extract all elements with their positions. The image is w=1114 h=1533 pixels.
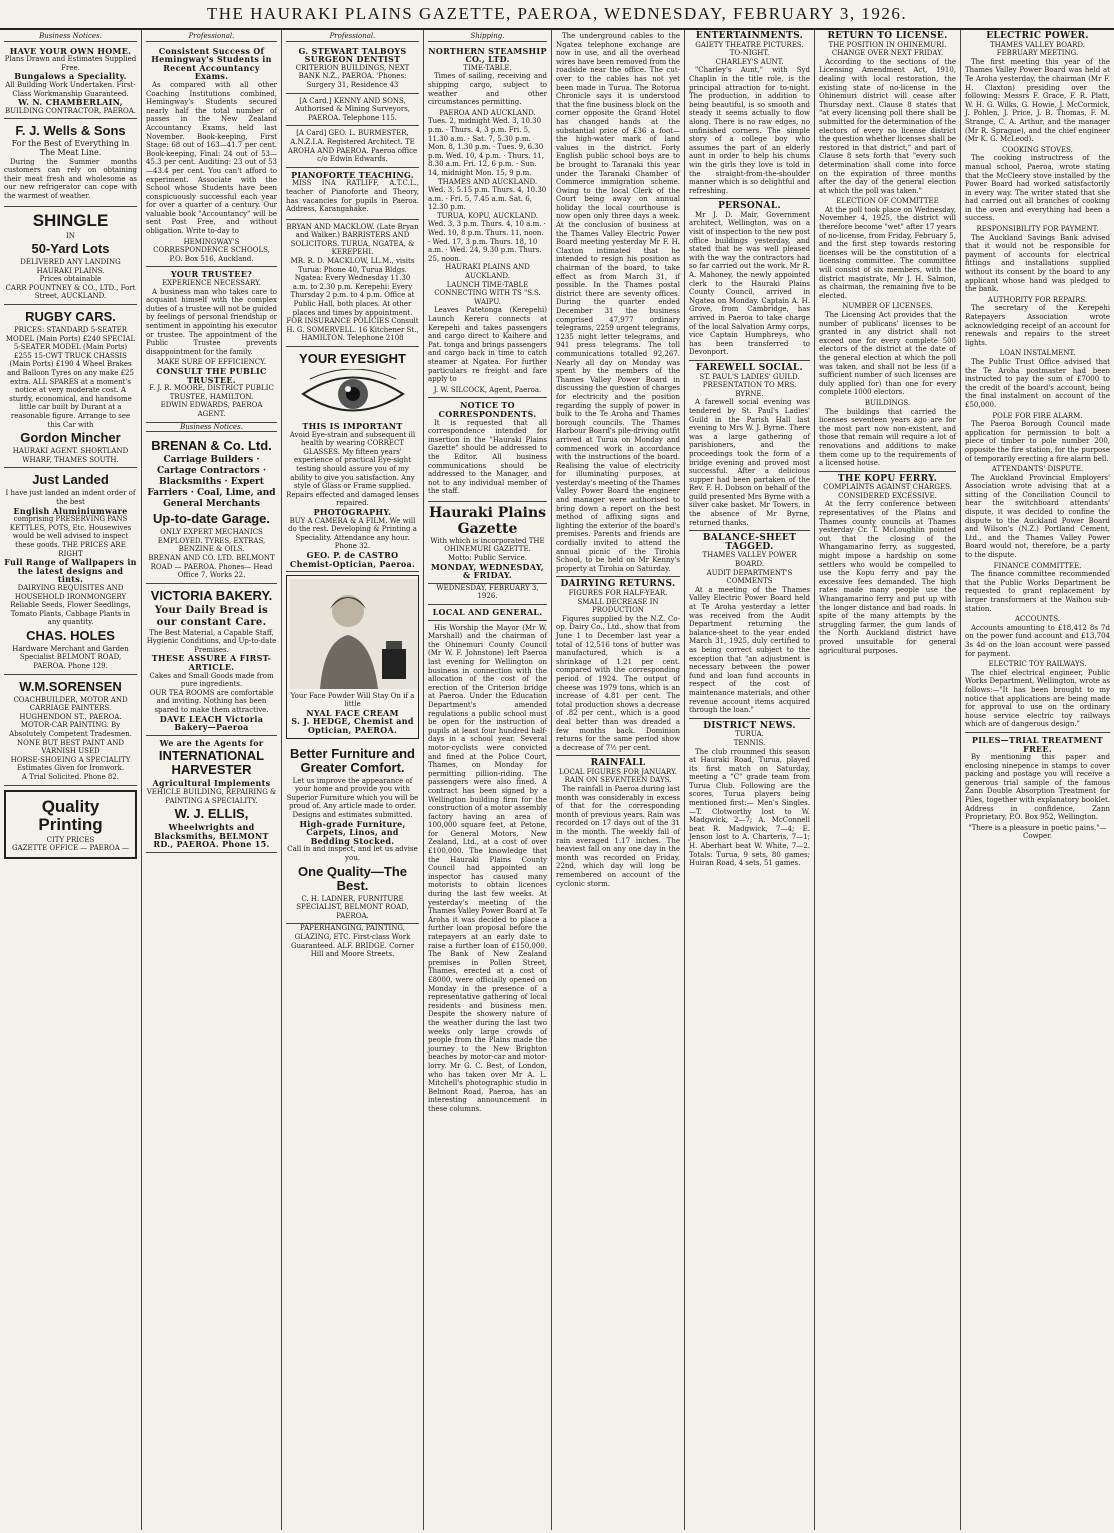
- article-headline: RETURN TO LICENSE.: [827, 31, 948, 41]
- article-body: By mentioning this paper and enclosing ninepence in stamps to cover packing and postage you will receive a generous trial sample of the famous Zann Double Absorption Treatment for Piles, together with explanatory booklet. Address in confidence, Zann Proprietary, P.O. Box 952, Wellington.: [965, 753, 1110, 822]
- ad-text: GAZETTE OFFICE — PAEROA —: [11, 844, 130, 853]
- issue-date: WEDNESDAY, FEBRUARY 3, 1926.: [436, 583, 539, 601]
- notice-to-correspondents: [428, 398, 547, 502]
- ad-headline: INTERNATIONAL HARVESTER: [158, 748, 265, 778]
- ad-text: Avoid Eye-strain and subsequent ill health by wearing CORRECT GLASSES. My fifteen years' experience of practical Eye-sight testing should assure you of my ability to give you satisfaction. Any style of Glass or Frame supplied. Repairs effected and damaged lenses repaired.: [286, 430, 419, 508]
- ad-text: Call in and inspect, and let us advise you.: [287, 845, 418, 862]
- ad-name: DAVE LEACH Victoria Bakery—Paeroa: [159, 713, 264, 733]
- route-times: Wed. 3, 3 p.m. Thurs. 4, 10 a.m. · Wed. 10, 8 p.m. Thurs. 11, noon. · Wed. 17, 3 p.m. Thurs. 18, 10 a.m. · Wed. 24, 9.30 p.m. Thurs. 25, noon.: [428, 220, 546, 263]
- ad-headline: NOTICE TO CORRESPONDENTS.: [438, 400, 537, 419]
- divider: [965, 732, 1110, 733]
- article-subhead: POLE FOR FIRE ALARM.: [992, 411, 1083, 420]
- article-subhead: COMPLAINTS AGAINST CHARGES.: [823, 483, 952, 492]
- quote: "There is a pleasure in poetic pains."—Cowper.: [968, 823, 1107, 841]
- ad-burmester: [A Card] GEO. L. BURMESTER, A.N.Z.I.A. Registered Architect. TE AROHA AND PAEROA. Paeroa office c/o Edwin Edwards.: [286, 126, 419, 167]
- nameplate-title: Hauraki Plains Gazette: [428, 504, 547, 537]
- ad-headline: Full Range of Wallpapers in the latest designs and tints.: [4, 557, 137, 585]
- nameplate-text: MONDAY, WEDNESDAY, & FRIDAY.: [431, 561, 544, 581]
- article-subhead: ELECTION OF COMMITTEE: [836, 197, 939, 206]
- article-headline: DAIRYING RETURNS.: [560, 579, 676, 590]
- ad-text: CITY PRICES: [46, 835, 95, 844]
- column-2: [142, 30, 282, 1530]
- ad-text: We are the Agents for: [159, 737, 264, 748]
- divider: [689, 198, 810, 199]
- article-body: "Charley's Aunt," with Syd Chaplin in the title role, is the principal attraction for to-night. The production, in addition to being beautiful, is so smooth and steady it seems actually to flow along. There is no raw edges, no unfinished corners. The simple story of a college boy who assumes the part of an elderly aunt in order to help his chums win the girls they love is told in the straight-from-the-shoulder manner which is so delightful and refreshing.: [689, 66, 810, 195]
- ad-text: Prices obtainable: [39, 275, 102, 284]
- ad-text: BUY A CAMERA & A FILM. We will do the rest. Developing & Printing a Speciality. Attendance any hour. Phone 32.: [288, 516, 417, 551]
- woman-illustration: [290, 579, 418, 689]
- ad-text: BRENAN AND CO. LTD. BELMONT ROAD — PAEROA. Phones— Head Office 7, Works 22.: [148, 553, 275, 580]
- article-body: The buildings that carried the licenses seventeen years ago are for the most part now non-existent, and those that remain will require a lot of renovations and additions to make them come up to the requirements of a licensed house.: [819, 407, 956, 468]
- ad-sorensen: [4, 675, 137, 786]
- article-subhead: COOKING STOVES.: [1002, 145, 1073, 154]
- article-subhead: TENNIS.: [733, 738, 766, 747]
- ad-headline: PIANOFORTE TEACHING.: [291, 169, 414, 180]
- nameplate-text: Motto: Public Service.: [448, 554, 527, 563]
- eye-illustration: [298, 369, 408, 419]
- ad-text: During the Summer months customers can rely on obtaining their meat fresh and wholesome as our new refrigerator can cope with the warmest of weather.: [4, 157, 137, 200]
- ad-text: NONE BUT BEST PAINT AND VARNISH USED: [17, 738, 124, 756]
- article-subhead: TO-NIGHT.: [729, 49, 770, 58]
- section-label: Professional.: [286, 32, 419, 42]
- ad-harvester: [146, 736, 277, 853]
- divider: [556, 755, 680, 756]
- divider: [689, 360, 810, 361]
- article-subhead: AUTHORITY FOR REPAIRS.: [987, 295, 1088, 304]
- ad-text: I have just landed an indent order of the best: [5, 489, 136, 506]
- article-subhead: LOAN INSTALMENT.: [999, 349, 1076, 358]
- ad-headline: English Aluminiumware: [13, 505, 128, 516]
- column-8: [961, 30, 1114, 1530]
- article-subhead: GAIETY THEATRE PICTURES.: [695, 40, 804, 49]
- ad-bridge-painting: PAPERHANGING, PAINTING, GLAZING, ETC. First-class Work Guaranteed. ALF. BRIDGE. Corner Hill and Moore Streets.: [290, 924, 415, 959]
- route-heading: LAUNCH TIME-TABLE CONNECTING WITH TS "S.S. WAIPU.: [434, 280, 541, 306]
- ad-text: Agricultural Implements: [152, 778, 271, 789]
- article-body: The Auckland Provincial Employers' Association wrote advising that at a sitting of the Conciliation Council to hear the switchboard attendants' dispute, it was decided to confine the dispute to the Auckland Power Board and Wilson's (N.Z.) Portland Cement, Ltd., and the Thames Valley Power Board would not, therefore, be a party to the dispute.: [965, 473, 1110, 560]
- article-headline: BALANCE-SHEET TAGGED.: [702, 533, 797, 552]
- route-times: Tues. 2, midnight Wed. 3, 10.30 p.m. · Thurs. 4, 3 p.m. Fri. 5, 11.30 a.m. · Sat. 7, 5.30 p.m. Mon. 8, 1.30 p.m. · Tues. 9, 6.30 p.m. Wed. 10, 4 p.m. · Thurs. 11, 8.30 a.m. Fri. 12, 6 p.m. · Sun. 14, midnight Mon. 15, 9 p.m.: [428, 117, 544, 177]
- article-subhead: THAMES VALLEY BOARD.: [990, 40, 1085, 49]
- ad-text: Times of sailing, receiving and shipping cargo, subject to weather and other circumstances permitting.: [428, 72, 547, 107]
- ad-text: As compared with all other Coaching Institutions combined, Hemingway's Students secured nearly half the total number of passes in the New Zealand Accountancy Exams, held last November. Book-keeping, First Stage: 68 out of 163—41.7 per cent. Book-keeping, Final: 24 out of 53—45.3 per cent. Auditing: 23 out of 53—43.4 per cent. You can't afford to experiment. Associate with the School whose Students have been conspicuously successful each year for over a quarter of a century. Our valuable book "Accountancy" will be sent Post Free, and without obligation. Write to-day to: [146, 80, 277, 236]
- ad-text: The Best Material, a Capable Staff, Hygienic Conditions, and Up-to-date Premises.: [146, 628, 277, 654]
- ad-kenny: [A Card.] KENNY AND SONS, Authorised & Mining Surveyors, PAEROA. Telephone 115.: [286, 94, 419, 127]
- ad-name: W.M.SORENSEN: [19, 678, 122, 694]
- article-body: The Auckland Savings Bank advised that it would not be responsible for payment of accounts for electrical fittings and installations supplied without its consent by the board to any applicant whose hand was pledged to the bank.: [965, 233, 1110, 294]
- ad-eyesight: [286, 347, 419, 572]
- article-subhead: THE POSITION IN OHINEMURI.: [828, 40, 947, 49]
- article-body: The Licensing Act provides that the number of publicans' licenses to be granted in any district shall not exceed one for every complete 500 electors of the district at the date of the general election at which the poll was taken, and shall not be less (if a sufficient number of such licenses are duly applied for) than one for every complete 1000 electors.: [819, 311, 956, 397]
- ad-headline: Bungalows a Speciality.: [14, 71, 127, 82]
- article-subhead: FINANCE COMMITTEE.: [993, 561, 1082, 570]
- divider: [428, 620, 547, 621]
- column-6: [685, 30, 815, 1530]
- article-headline: THE KOPU FERRY.: [837, 473, 938, 484]
- article-body: His Worship the Mayor (Mr W. Marshall) and the chairman of the Ohinemuri County Council (Mr W. F. Johnstone) left Paeroa last evening for Wellington on business in connection with the allocation of the cost of the erection of the Criterion bridge at Paeroa. Under the Education Department's amended regulations a public school must be open for the instruction of pupils at least four hundred half-days in a school year. Several motor-cyclists were convicted and fined at the Police Court, Thames, on Monday for permitting pillion-riding. The passengers were also fined. A contract has been signed by a Wellington building firm for the construction of a motor assembly factory having an area of 100,000 square feet, at Petone, for General Motors, New Zealand, Ltd., at a cost of over £100,000. The knowledge that the Hauraki Plains County Council had appointed an inspector has caused many motorists to obtain licences during the last few weeks. At yesterday's meeting of the Thames Valley Power Board at Te Aroha it was decided to place a further loan proposal before the ratepayers at an early date to raise a further loan of £150,000. The Bank of New Zealand premises in Pollen Street, Thames, erected at a cost of £8000, were officially opened on Monday in the presence of a representative gathering of local residents and business men. Despite the showery nature of the weather during the last two weeks only large crowds of people from the Plains made the journey to the New Brighton beaches by motor-car and motor-lorry. Mr G. C. Best, of London, who has taken over Mr A. L. Mitchell's photographic studio in Belmont Road, Paeroa, has an interesting announcement in these columns.: [428, 623, 547, 1113]
- ad-text: Estimates Given for Ironwork.: [16, 764, 125, 773]
- article-body: At a meeting of the Thames Valley Electric Power Board held at Te Aroha yesterday a letter was received from the Audit Department returning the balance-sheet to the year ended March 31, 1925, duly certified to as being correct subject to the exception that "an adjustment is necessary between the power fund and loan fund accounts in respect of the cost of maintenance materials, and other revenue account items acquired through the loan.": [689, 585, 810, 715]
- divider: [819, 471, 956, 472]
- ad-public-trustee: [146, 267, 277, 422]
- ad-text: Cakes and Small Goods made from pure ingredients.: [149, 671, 274, 689]
- article-headline: DISTRICT NEWS.: [703, 720, 796, 731]
- article-body: The Paeroa Borough Council made application for permission to bolt a piece of timber to pole number 200, opposite the fire station, for the purpose of temporarily erecting a fire alarm bell.: [965, 420, 1110, 463]
- ad-text: MISS INA RATLIFF, A.T.C.L., teacher of Pianoforte and Theory, has vacancies for pupils in Paeroa. Address, Karangahake.: [286, 179, 419, 214]
- ad-nyal-face-cream: [286, 575, 419, 739]
- article-body: The Public Trust Office advised that the Te Aroha postmaster had been instructed to pay the sum of £7000 to the credit of the board's account, being the final instalment on account of the £50,000.: [965, 357, 1110, 409]
- section-label: Business Notices.: [4, 32, 137, 42]
- ad-name: W. J. ELLIS,: [174, 806, 249, 822]
- article-headline: LOCAL AND GENERAL.: [432, 607, 543, 618]
- ad-text: A Trial Solicited. Phone 82.: [21, 773, 120, 781]
- article-body: The underground cables to the Ngatea telephone exchange are now in use, and all the overhead wires have been removed from the roadside near the office. The cut-over to the cables has not yet been made in Turua. The Rotorua Chronicle says it is understood that the fine business block on the corner opposite the Grand Hotel has changed hands at the substantial price of £36 a foot—the high-water mark of land values in the district. Forty English public school boys are to be brought to Taranaki this year under the Taranaki Chamber of Commerce immigration scheme. Owing to the local Clerk of the Court being away on annual holiday the local courthouse is now open only three days a week. At the conclusion of business at the Thames Valley Electric Power Board meeting yesterday Mr F. H. Claxton intimated that he intended to resign his position as chairman of the board, to take effect as from March 31, if possible. In the Thames postal district there are seventy offices. During the quarter ended December 31 the business comprised 47,977 ordinary telegrams, 2259 urgent telegrams, 1235 night letter telegrams, and 941 press telegrams. The toll communications totalled 92,267. Nearly all day on Monday was spent by the members of the Thames Valley Power Board in discussing the question of charges for electricity and the position regarding the supply of power in bulk to the Te Aroha and Thames borough councils. The Thames Harbour Board's pile-driving outfit arrived at Turua on Monday and commenced work in accordance with the instructions of the board. Realising the value of electricity for illuminating purposes, at yesterday's meeting of the Thames Valley Power Board the engineer and manager were authorised to bring down a report on the best method of affixing signs and lighting the exterior of the board's premises. Parents and friends are cordially invited to attend the annual picnic of the Tirohia School, to be held on Mr Kenny's property at Tirohia on Saturday.: [556, 32, 680, 573]
- article-body: The club rrounmed this season at Hauraki Road, Turua, played its first match on Saturday, meeting a "C" grade team from Turua Club. Following are the scores, Turua players being mentioned first:— Men's Singles.—T. Clotworthy lost to W. Madgwick, 2—7; A. McConnell beat R. Madgwick, 7—4; E. Jenson lost to A. Charteris, 7—1; H. Aberhart beat W. White, 7—2. Totals: Turua, 9 sets, 80 games; Huiran Road, 4 sets, 51 games.: [689, 747, 810, 868]
- ad-name: W. N. CHAMBERLAIN,: [18, 97, 123, 108]
- ad-text: ONLY EXPERT MECHANICS EMPLOYED. TYRES, EXTRAS, BENZINE & OILS.: [157, 528, 266, 554]
- article-body: According to the sections of the Licensing Amendment Act, 1910, dealing with local restoration, the existing state of no-license in the Ohinemuri district will cease after Thursday next. Clause 8 states that "at every licensing poll there shall be submitted for the determination of the electors of every no license district the question whether licenses shall be restored in that district," and part of Clause 8 sets forth that "every such determination shall come into force on the expiration of three months after the day of the general election at which the poll was taken.": [819, 57, 956, 195]
- ad-name: VICTORIA BAKERY.: [150, 587, 273, 603]
- ad-text: MR. R. D. MACKLOW, LL.M., visits Turua: Phone 40, Turua Bldgs. Ngatea: Every Wednesday 11.30 a.m. to 2.30 p.m. Kerepehi: Every Thursday 2 p.m. to 4 p.m. Office at Public Hall, both places. At other places and times by appointment.: [290, 257, 415, 317]
- article-headline: ENTERTAINMENTS.: [695, 31, 804, 41]
- ad-text: HORSE-SHOEING A SPECIALITY: [10, 755, 131, 764]
- divider: [689, 718, 810, 719]
- ad-text: A business man who takes care to acquaint himself with the complex duties of a trustee will not be guided by feelings of personal friendship or sentiment in appointing his executor or trustee. The appointment of the Public Trustee prevents disappointment for the family.: [146, 287, 277, 356]
- article-body: The secretary of the Kerepehi Ratepayers Association wrote acknowledging receipt of an account for renewals and repairs to the street lights.: [965, 304, 1110, 347]
- ad-text: HEMINGWAY'S CORRESPONDENCE SCHOOLS, P.O. Box 516, Auckland.: [153, 237, 270, 263]
- route-heading: THAMES AND AUCKLAND.: [437, 177, 538, 186]
- ad-text: MOTOR-CAR PAINTING. By Absolutely Competent Tradesmen.: [9, 721, 132, 739]
- ad-text: Plans Drawn and Estimates Supplied Free.: [4, 55, 137, 72]
- ad-headline: YOUR TRUSTEE?: [170, 269, 253, 280]
- section-label: Professional.: [146, 32, 277, 42]
- gazette-nameplate: [428, 502, 547, 584]
- route-times: Wed. 3, 5.15 p.m. Thurs. 4, 10.30 a.m. · Fri. 5, 7.45 a.m. Sat. 6, 12.30 p.m.: [428, 186, 547, 212]
- article-subhead: FEBRUARY MEETING.: [996, 49, 1079, 58]
- ad-headline: One Quality—The Best.: [297, 863, 408, 893]
- article-subhead: ATTENDANTS' DISPUTE.: [991, 465, 1084, 474]
- ad-text: It is requested that all correspondence intended for insertion in the "Hauraki Plains Gazette" should be addressed to the Editor. All business communications should be addressed to the Manager, and not to any individual member of the staff.: [428, 418, 547, 496]
- ad-brenan: [146, 434, 277, 584]
- ad-text: Leaves Patetonga (Kerepehi) Launch Kereru connects at Kerepehi and takes passengers and cargo direct to Kaihere and Pat. tonga and brings passengers and cargo back in time to catch steamer at Ngatea. For further particulars re freight and fare apply to: [428, 306, 547, 384]
- column-5: [552, 30, 685, 1530]
- divider: [556, 576, 680, 577]
- ad-shingle: [4, 207, 137, 306]
- masthead: THE HAURAKI PLAINS GAZETTE, PAEROA, WEDNESDAY, FEBRUARY 3, 1926.: [0, 0, 1114, 30]
- ad-headline: High-grade Furniture, Carpets, Linos, and Bedding Stocked.: [299, 818, 406, 846]
- column-4: [424, 30, 552, 1530]
- ad-text: Hardware Merchant and Garden Specialist BELMONT ROAD, PAEROA. Phone 129.: [12, 644, 129, 671]
- route-heading: TURUA, KOPU, AUCKLAND.: [436, 211, 539, 220]
- article-subhead: AUDIT DEPARTMENT'S COMMENTS: [706, 568, 793, 586]
- ad-text: CARR POUNTNEY & CO., LTD., Fort Street, AUCKLAND.: [5, 283, 136, 301]
- ad-text: DELIVERED ANY LANDING HAURAKI PLAINS.: [20, 258, 121, 275]
- article-body: Mr J. D. Mair, Government architect, Wellington, was on a visit of inspection to the new post office buildings yesterday, and stated that he was well pleased with the way the contractors had so far carried out the work. Mr R. A. Mahoney, the newly appointed clerk to the Hauraki Plains County Council, arrived in Ngatea on Monday. Captain A. H. Grove, from Cambridge, has arrived in Paeroa to take charge of the local Salvation Army corps, vice Captain Humphreys, who has been transferred to Devonport.: [689, 210, 810, 357]
- ad-headline: THIS IS IMPORTANT: [302, 421, 403, 431]
- section-label: Shipping.: [428, 32, 547, 42]
- ad-name: Gordon Mincher: [20, 430, 121, 446]
- ad-name: CHAS. HOLES: [26, 627, 115, 643]
- divider: [428, 604, 547, 605]
- article-body: The cooking instructress of the manual school, Paeroa, wrote stating that the McCleery stove installed by the Power Board had worked satisfactorily in every way. The writer stated that she had carried out all branches of cooking in the oven and everything had been a success.: [965, 154, 1110, 223]
- article-subhead: ELECTRIC TOY RAILWAYS.: [988, 660, 1087, 669]
- article-subhead: PRESENTATION TO MRS. BYRNE.: [702, 381, 797, 398]
- column-7: [815, 30, 961, 1530]
- ad-headline: Quality Printing: [38, 796, 103, 834]
- ad-text: VEHICLE BUILDING, REPAIRING & PAINTING A SPECIALITY.: [146, 788, 277, 805]
- ad-name: BRENAN & Co. Ltd.: [151, 438, 272, 454]
- ad-text: Let us improve the appearance of your home and provide you with Superior Furniture which you will be proud of. Any article made to order. Designs and estimates submitted.: [286, 776, 419, 820]
- article-body: At the poll took place on Wednesday, November 4, 1925, the district will therefore become "wet" after 17 years of no-license, from Friday, February 5, and the first step towards restoring licenses will be the constitution of a licensing committee. The committee will consist of six members, with the district magistrate, Mr J. H. Salmon, as chairman, the remaining five to be elected.: [819, 205, 956, 300]
- ad-text: TIME-TABLE.: [463, 63, 512, 72]
- ad-headline: Up-to-date Garage.: [152, 511, 270, 527]
- article-subhead: ST. PAUL'S LADIES' GUILD.: [699, 372, 800, 381]
- ad-text: BRYAN AND MACKLOW. (Late Bryan and Walker.) BARRISTERS AND SOLICITORS. TURUA, NGATEA, & KEREPEHI.: [286, 222, 419, 257]
- ad-text: F. J. R. MOORE, DISTRICT PUBLIC TRUSTEE, HAMILTON.: [149, 384, 274, 401]
- ad-victoria-bakery: [146, 584, 277, 736]
- ad-headline: RUGBY CARS.: [25, 309, 116, 325]
- article-subhead: BUILDINGS.: [864, 398, 911, 407]
- ad-text: MAKE SURE OF EFFICIENCY.: [156, 358, 267, 367]
- page-columns: [0, 30, 1114, 1530]
- ad-text: CRITERION BUILDINGS, NEXT BANK N.Z., PAEROA. 'Phones: Surgery 31, Residence 43: [295, 63, 410, 89]
- ad-headline: PHOTOGRAPHY.: [313, 506, 392, 517]
- article-body: Accounts amounting to £18,412 8s 7d on the power fund account and £13,704 3s 4d on the loan account were passed for payment.: [965, 623, 1110, 658]
- ad-name: F. J. Wells & Sons: [15, 123, 126, 139]
- ad-talboys: [286, 44, 419, 94]
- ad-text: All Building Work Undertaken. First-Class Workmanship Guaranteed.: [5, 80, 136, 98]
- ad-name: J. W. SILCOCK, Agent, Paeroa.: [433, 385, 542, 394]
- article-body: The rainfall in Paeroa during last month was considerably in excess of that for the corresponding month of previous years. Rain was recorded on 17 days out of the 31 in the month. The weekly fall of rain averaged 1.17 inches. The heaviest fall on any one day in the month was recorded on Friday, 22nd, which day will long be remembered on account of the cyclonic storm.: [556, 785, 680, 888]
- ad-headline: NYAL FACE CREAM: [306, 707, 399, 718]
- article-subhead: TURUA.: [735, 730, 764, 739]
- shipping-timetable: [428, 44, 547, 399]
- article-subhead: NUMBER OF LICENSES.: [842, 302, 933, 311]
- ad-headline: CONSULT THE PUBLIC TRUSTEE.: [156, 365, 267, 385]
- ad-headline: Better Furniture and Greater Comfort.: [290, 745, 415, 775]
- ad-text: IN: [66, 231, 75, 240]
- article-subhead: CHANGE OVER NEXT FRIDAY.: [831, 49, 944, 58]
- ad-text: comprising PRESERVING PANS KETTLES, POTS, Etc. Housewives would be well advised to inspect these goods. THE PRICES ARE RIGHT: [9, 515, 132, 558]
- route-heading: PAEROA AND AUCKLAND.: [439, 108, 536, 117]
- ad-ladner-furniture: [286, 742, 419, 925]
- article-headline: PERSONAL.: [718, 201, 781, 212]
- article-subhead: THAMES VALLEY POWER BOARD.: [702, 551, 797, 569]
- article-headline: RAINFALL: [590, 758, 646, 769]
- article-headline: ELECTRIC POWER.: [986, 31, 1089, 41]
- article-body: A farewell social evening was tendered by St. Paul's Ladies' Guild in the Parish Hall last evening to Mrs W. J. Byrne. There was a large gathering of parishioners, and the proceedings took the form of a bridge evening and proved most successful. After a delicious supper had been partaken of the Rev. F. H. Dobson on behalf of the guild presented Mrs Byrne with a silver cake basket. Mr Towers, in the absence of Mr Byrne, returned thanks.: [689, 398, 810, 527]
- column-1: [0, 30, 142, 1530]
- ad-text: For the Best of Everything in The Meat Line.: [11, 139, 130, 157]
- article-body: Figures supplied by the N.Z. Co-op. Dairy Co., Ltd., show that from June 1 to December last year a total of 12,516 tons of butter was manufactured, which is a shrinkage of 1.21 per cent. compared with the corresponding period of 1924. The output of cheese was 1979 tons, which is an increase of 4.81 per cent. The total production shows a decrease of .82 per cent., which is a good deal better than was dreaded a few months back. Dominion returns for the same period show a decrease of 7½ per cent.: [556, 614, 680, 752]
- article-subhead: RAIN ON SEVENTEEN DAYS.: [564, 776, 672, 785]
- article-subhead: CONSIDERED EXCESSIVE.: [838, 491, 937, 500]
- ad-just-landed: [4, 468, 137, 674]
- ad-pianoforte: [286, 168, 419, 220]
- route-heading: HAURAKI PLAINS AND AUCKLAND.: [445, 263, 530, 281]
- ad-hemingway: [146, 44, 277, 268]
- article-headline: PILES—TRIAL TREATMENT FREE.: [971, 734, 1104, 754]
- ad-text: EXPERIENCE NECESSARY.: [161, 279, 262, 288]
- ad-text: Carriage Builders · Cartage Contractors · Blacksmiths · Expert Farriers · Coal, Lime, and General Merchants: [147, 455, 276, 510]
- ad-headline: Consistent Success Of Hemingway's Students in Recent Accountancy Exams.: [151, 45, 272, 82]
- article-subhead: RESPONSIBILITY FOR PAYMENT.: [976, 225, 1099, 234]
- ad-name: C. H. LADNER, FURNITURE SPECIALIST, BELMONT ROAD, PAEROA.: [296, 894, 409, 920]
- ad-text: PRICES: STANDARD 5-SEATER MODEL (Main Ports) £240 SPECIAL 5-SEATER MODEL (Main Ports) £255 15-CWT TRUCK CHASSIS (Main Ports) £190 4 Wheel Brakes and Balloon Tyres on any make £25 extra. ALL SPARES at a moment's notice at very moderate cost. A sturdy, economical, and handsome little car built by Durant at a reasonable figure. Arrange to see this Car with: [5, 326, 136, 429]
- article-body: At the ferry conference between representatives of the Plains and Thames county councils at Thames yesterday Cr. T. McLoughlin pointed out that the closing of the Whangamarino ferry, as suggested, might impose a hardship on some settlers who would be compelled to use the Kopu ferry and pay the excessive fees demanded. The high rates made many people use the Whangamarino ferry and put up with the longer distance and bad roads. In spite of the many attempts by the struggling farmer, the gum lands of the North Auckland district have proved unsuitable for general agricultural purposes.: [819, 500, 956, 655]
- ad-text: HAURAKI AGENT. SHORTLAND WHARF, THAMES SOUTH.: [12, 447, 129, 464]
- section-label: Business Notices.: [146, 423, 277, 433]
- article-subhead: ACCOUNTS.: [1015, 615, 1060, 624]
- ad-name: G. STEWART TALBOYS SURGEON DENTIST: [298, 45, 407, 65]
- ad-headline: YOUR EYESIGHT: [299, 351, 406, 366]
- article-subhead: CHARLEY'S AUNT.: [715, 57, 784, 66]
- ad-text: COACHBUILDER, MOTOR AND CARRIAGE PAINTERS. HUGHENDON ST., PAEROA.: [13, 695, 128, 721]
- ad-bryan-macklow: [286, 220, 419, 347]
- nameplate-text: With which is incorporated THE OHINEMURI GAZETTE.: [430, 536, 545, 554]
- ad-headline: Just Landed: [32, 472, 109, 488]
- article-body: The finance committee recommended that the Public Works Department be requested to grant replacement by larger transformers at the Waihou sub-station.: [965, 570, 1110, 613]
- article-subhead: FIGURES FOR HALF-YEAR.: [568, 589, 668, 597]
- ad-text: FOR INSURANCE POLICIES Consult H. G. SOMERVELL. 16 Kitchener St., HAMILTON. Telephone 2108: [286, 317, 419, 343]
- ad-name: GEO. P. de CASTRO Chemist-Optician, Paeroa.: [289, 549, 416, 569]
- ad-headline: 50-Yard Lots: [31, 241, 110, 257]
- column-3: [282, 30, 424, 1530]
- ad-name: S. J. HEDGE, Chemist and Optician, PAEROA.: [291, 716, 414, 736]
- ad-text: Your Face Powder Will Stay On if a little: [290, 691, 415, 709]
- ad-text: OUR TEA ROOMS are comfortable and inviting. Nothing has been spared to make them attractive.: [149, 688, 274, 715]
- ad-headline: THESE ASSURE A FIRST-ARTICLE.: [151, 653, 272, 673]
- ad-have-your-home: [4, 44, 137, 120]
- ad-quality-printing: [4, 790, 137, 859]
- ad-text: Wheelwrights and Blacksmiths, BELMONT RD., PAEROA. Phone 15.: [153, 822, 270, 850]
- article-body: The chief electrical engineer, Public Works Department, Wellington, wrote as follows:—"It has been brought to my notice that applications are being made for approval to use on the ordinary house service electric toy railways which are of dangerous design.": [965, 668, 1110, 729]
- ad-wells: [4, 119, 137, 206]
- ad-headline: Your Daily Bread is our constant Care.: [154, 604, 269, 628]
- article-headline: FAREWELL SOCIAL.: [696, 362, 803, 373]
- article-body: The first meeting this year of the Thames Valley Power Board was held at Te Aroha yesterday, the chairman (Mr F. H. Claxton) presiding over the following: Messrs F. Grace, F. R. Platt, W. H. G. Wilks, G. Howie, J. McCormick, J. Pohlen, J. Price, J. B. Thomas, F. M. Strange, C. A. Arthur, and the manager (Mr R. Sprague), and the chief engineer (Mr K. G. McLeod).: [965, 57, 1110, 144]
- ad-headline: SHINGLE: [32, 210, 109, 230]
- article-subhead: LOCAL FIGURES FOR JANUARY.: [558, 767, 677, 776]
- ad-rugby: [4, 305, 137, 468]
- ad-text: EDWIN EDWARDS, PAEROA AGENT.: [160, 401, 263, 418]
- article-subhead: SMALL DECREASE IN PRODUCTION: [577, 597, 659, 615]
- ad-text: DAIRYING REQUISITES AND HOUSEHOLD IRONMONGERY Reliable Seeds, Flower Seedlings, Tomato Plants, Cabbage Plants in any quantity.: [10, 583, 131, 627]
- ad-headline: HAVE YOUR OWN HOME.: [9, 45, 132, 56]
- ad-headline: NORTHERN STEAMSHIP CO., LTD.: [428, 45, 547, 65]
- ad-text: BUILDING CONTRACTOR, PAEROA.: [5, 106, 136, 115]
- divider: [689, 530, 810, 531]
